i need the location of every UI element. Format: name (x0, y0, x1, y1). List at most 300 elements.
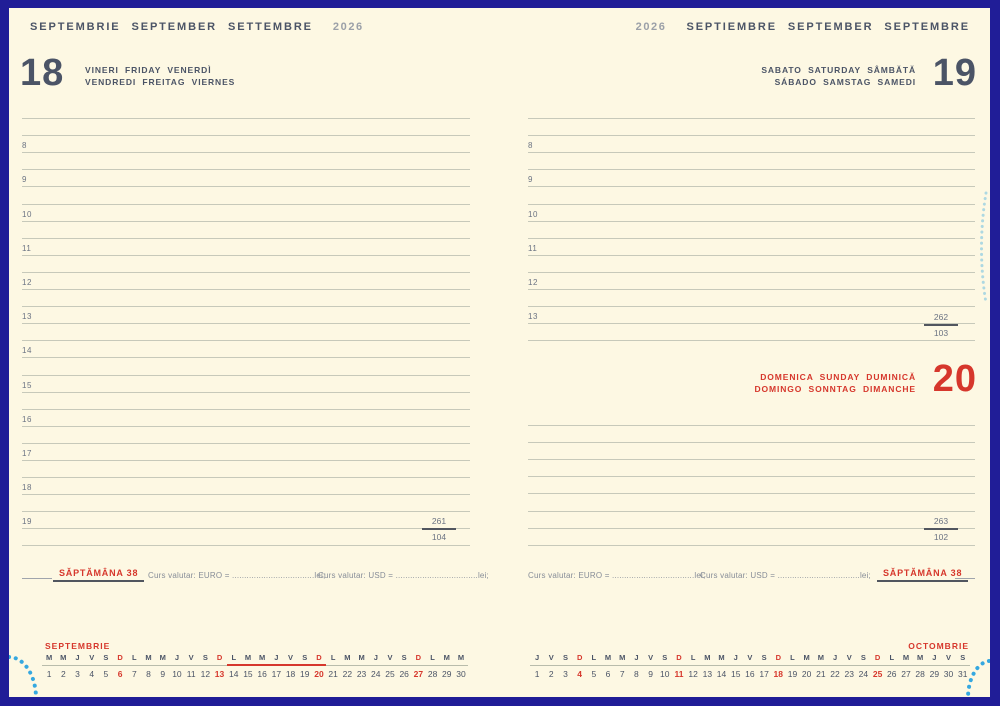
hour-label: 10 (528, 209, 538, 219)
schedule-row (22, 170, 470, 187)
schedule-row (528, 426, 975, 443)
calendar-day-letter: M (354, 653, 368, 666)
calendar-day-number: 14 (229, 669, 239, 679)
calendar-day (198, 653, 212, 679)
calendar-day (56, 653, 70, 679)
calendar-day (785, 653, 799, 679)
calendar-day-letter: V (85, 653, 99, 666)
calendar-day-number: 8 (146, 669, 151, 679)
month-header-left (30, 21, 364, 33)
calendar-day-letter: L (785, 653, 799, 666)
calendar-day (558, 653, 572, 679)
calendar-day-number: 23 (356, 669, 367, 679)
calendar-day-letter: L (686, 653, 700, 666)
schedule-row (528, 187, 975, 204)
calendar-day-letter: M (814, 653, 828, 666)
calendar-day-letter: S (757, 653, 771, 666)
calendar-day (842, 653, 856, 679)
dotted-arc-bottom-right (968, 661, 989, 697)
calendar-day-letter: J (170, 653, 184, 666)
calendar-day-letter: L (227, 653, 241, 666)
mini-calendar-title: OCTOMBRIE (908, 641, 969, 651)
calendar-day-number: 11 (674, 669, 684, 679)
calendar-day (644, 653, 658, 679)
calendar-day (170, 653, 184, 679)
calendar-day-number: 24 (858, 669, 869, 679)
calendar-day-letter: J (629, 653, 643, 666)
calendar-day (369, 653, 383, 679)
schedule-row (528, 529, 975, 546)
calendar-day-number: 3 (563, 669, 568, 679)
schedule-row (22, 102, 470, 119)
mini-calendar-september (42, 641, 468, 679)
calendar-day (927, 653, 941, 679)
calendar-day (658, 653, 672, 679)
calendar-day-letter: M (913, 653, 927, 666)
calendar-day-number: 10 (172, 669, 182, 679)
schedule-row (22, 153, 470, 170)
calendar-day-number: 4 (577, 669, 583, 679)
schedule-row (22, 358, 470, 375)
calendar-day (814, 653, 828, 679)
calendar-day-number: 5 (591, 669, 597, 679)
day-of-year: 262 (933, 312, 949, 322)
hour-label: 18 (22, 483, 32, 493)
calendar-day-number: 13 (702, 669, 713, 679)
schedule-row (22, 187, 470, 204)
month-header-right (636, 21, 970, 33)
calendar-day (530, 653, 544, 679)
schedule-row (22, 205, 470, 222)
calendar-day-number: 6 (117, 669, 123, 679)
calendar-day-number: 21 (816, 669, 826, 679)
calendar-day-number: 11 (186, 669, 196, 679)
currency-euro-right: Curs valutar: EURO = ..................................lei; (528, 571, 706, 580)
calendar-day-letter: S (397, 653, 411, 666)
week-label-left: SĂPTĂMÂNA 38 (53, 568, 144, 582)
calendar-day-letter: V (283, 653, 297, 666)
calendar-day-number: 26 (887, 669, 897, 679)
calendar-day-number: 17 (271, 669, 282, 679)
calendar-day-number: 10 (660, 669, 670, 679)
calendar-day-letter: M (255, 653, 269, 666)
schedule-row (528, 290, 975, 307)
calendar-day (454, 653, 468, 679)
day-counter-saturday (924, 312, 958, 339)
schedule-row (22, 256, 470, 273)
calendar-day-letter: D (312, 653, 326, 666)
calendar-day (587, 653, 601, 679)
calendar-day-number: 23 (844, 669, 854, 679)
schedule-row (528, 409, 975, 426)
calendar-day (397, 653, 411, 679)
calendar-day-number: 25 (872, 669, 883, 679)
calendar-day-letter: M (700, 653, 714, 666)
schedule-row (22, 529, 470, 546)
calendar-day-letter: V (842, 653, 856, 666)
schedule-row (22, 495, 470, 512)
calendar-day-letter: S (658, 653, 672, 666)
schedule-row (528, 273, 975, 290)
calendar-day (127, 653, 141, 679)
day-counter-friday (422, 516, 456, 543)
calendar-day-letter: L (425, 653, 439, 666)
calendar-day (913, 653, 927, 679)
calendar-day-number: 26 (399, 669, 409, 679)
day-number-saturday: 19 (932, 52, 977, 94)
calendar-day-letter: J (828, 653, 842, 666)
calendar-day-letter: M (800, 653, 814, 666)
schedule-row (22, 512, 470, 529)
calendar-day-number: 31 (957, 669, 968, 679)
hour-label: 12 (528, 278, 538, 288)
schedule-row (528, 119, 975, 136)
calendar-day-letter: V (544, 653, 558, 666)
calendar-day-number: 9 (160, 669, 166, 679)
calendar-day-letter: M (241, 653, 255, 666)
calendar-day-number: 29 (442, 669, 452, 679)
month-names-right: SEPTIEMBRE SEPTEMBER SEPTEMBRE (686, 21, 970, 33)
hour-label: 17 (22, 448, 32, 458)
schedule-row (22, 410, 470, 427)
calendar-day-number: 7 (619, 669, 625, 679)
hour-label: 9 (22, 175, 27, 185)
schedule-row (528, 102, 975, 119)
currency-usd-right: Curs valutar: USD = ..................................lei; (700, 571, 871, 580)
calendar-day-number: 19 (300, 669, 310, 679)
day-names-sunday (754, 372, 916, 395)
schedule-saturday (528, 102, 975, 341)
calendar-day-number: 6 (605, 669, 611, 679)
calendar-day-number: 20 (314, 669, 324, 679)
calendar-day (771, 653, 785, 679)
calendar-day (70, 653, 84, 679)
schedule-row (528, 324, 975, 341)
schedule-row (22, 324, 470, 341)
schedule-row (22, 341, 470, 358)
calendar-day-letter: V (743, 653, 757, 666)
calendar-day-letter: V (383, 653, 397, 666)
calendar-day-number: 1 (46, 669, 52, 679)
schedule-sunday (528, 409, 975, 546)
schedule-row (22, 222, 470, 239)
hour-label: 16 (22, 414, 32, 424)
dotted-arc-bottom-left (9, 657, 36, 697)
calendar-day (425, 653, 439, 679)
day-names-sunday-line1: DOMENICA SUNDAY DUMINICĂ (760, 372, 916, 382)
calendar-day-number: 16 (257, 669, 267, 679)
calendar-day-number: 18 (285, 669, 296, 679)
schedule-row (528, 460, 975, 477)
calendar-day (227, 653, 241, 679)
calendar-day-number: 5 (103, 669, 109, 679)
calendar-day-letter: M (899, 653, 913, 666)
schedule-row (528, 205, 975, 222)
calendar-day-number: 1 (534, 669, 540, 679)
hour-label: 13 (528, 312, 538, 322)
currency-euro-left: Curs valutar: EURO = ..................................lei; (148, 571, 326, 580)
calendar-day-number: 13 (214, 669, 225, 679)
calendar-day-letter: V (941, 653, 955, 666)
calendar-day-number: 17 (759, 669, 769, 679)
calendar-day (714, 653, 728, 679)
calendar-day (629, 653, 643, 679)
calendar-day (700, 653, 714, 679)
calendar-day-number: 27 (413, 669, 424, 679)
calendar-day-letter: S (956, 653, 970, 666)
calendar-day-number: 19 (787, 669, 798, 679)
day-counter-sunday (924, 516, 958, 543)
hour-label: 11 (528, 243, 538, 253)
calendar-day (899, 653, 913, 679)
calendar-day (573, 653, 587, 679)
calendar-day-number: 9 (648, 669, 653, 679)
calendar-day (440, 653, 454, 679)
hour-label: 12 (22, 278, 32, 288)
calendar-day-letter: L (326, 653, 340, 666)
dotted-arc-right-edge (982, 193, 987, 303)
calendar-day (729, 653, 743, 679)
calendar-day-letter: D (212, 653, 226, 666)
calendar-day (956, 653, 970, 679)
day-names-friday (85, 65, 235, 88)
calendar-day-number: 24 (371, 669, 381, 679)
calendar-day-number: 28 (915, 669, 925, 679)
calendar-day (544, 653, 558, 679)
week-label-tail-line (955, 578, 975, 579)
calendar-day-letter: M (601, 653, 615, 666)
schedule-row (22, 478, 470, 495)
calendar-day (241, 653, 255, 679)
calendar-day-letter: D (672, 653, 686, 666)
calendar-day (601, 653, 615, 679)
calendar-day-letter: M (141, 653, 155, 666)
week-label-right: SĂPTĂMÂNA 38 (877, 568, 968, 582)
day-names-sunday-line2: DOMINGO SONNTAG DIMANCHE (754, 383, 916, 394)
schedule-row (528, 494, 975, 511)
calendar-day (615, 653, 629, 679)
calendar-day-number: 27 (901, 669, 911, 679)
calendar-day-number: 18 (773, 669, 784, 679)
schedule-row (528, 256, 975, 273)
mini-calendar-october (530, 641, 970, 679)
calendar-day (856, 653, 870, 679)
calendar-day (941, 653, 955, 679)
calendar-day-letter: S (856, 653, 870, 666)
calendar-day-number: 8 (634, 669, 639, 679)
calendar-day-letter: V (644, 653, 658, 666)
currency-usd-left: Curs valutar: USD = ..................................lei; (318, 571, 489, 580)
calendar-day (383, 653, 397, 679)
calendar-day-letter: M (454, 653, 468, 666)
calendar-day-number: 3 (75, 669, 80, 679)
calendar-day (757, 653, 771, 679)
week-label-lead-line (22, 578, 52, 579)
days-remaining: 102 (933, 532, 949, 542)
hour-label: 8 (528, 141, 533, 151)
calendar-day-number: 16 (745, 669, 755, 679)
calendar-day-letter: M (714, 653, 728, 666)
calendar-day-letter: D (771, 653, 785, 666)
schedule-row (22, 393, 470, 410)
mini-calendar-title: SEPTEMBRIE (45, 641, 111, 651)
calendar-day-number: 22 (342, 669, 353, 679)
days-remaining: 104 (431, 532, 447, 542)
hour-label: 9 (528, 175, 533, 185)
calendar-day (255, 653, 269, 679)
diary-page-spread (9, 8, 990, 697)
hour-label: 11 (22, 243, 32, 253)
schedule-friday (22, 102, 470, 546)
calendar-day (885, 653, 899, 679)
calendar-day (85, 653, 99, 679)
schedule-row (22, 444, 470, 461)
schedule-row (528, 222, 975, 239)
calendar-day-number: 15 (243, 669, 253, 679)
calendar-day-letter: V (184, 653, 198, 666)
calendar-day (298, 653, 312, 679)
calendar-day-letter: S (298, 653, 312, 666)
schedule-row (22, 307, 470, 324)
schedule-row (528, 239, 975, 256)
day-names-friday-line1: VINERI FRIDAY VENERDÌ (85, 65, 212, 75)
day-of-year: 261 (431, 516, 447, 526)
counter-divider (924, 324, 958, 326)
calendar-day (871, 653, 885, 679)
calendar-day-number: 20 (801, 669, 812, 679)
calendar-day-letter: L (127, 653, 141, 666)
schedule-row (528, 477, 975, 494)
schedule-row (22, 290, 470, 307)
calendar-day-letter: M (156, 653, 170, 666)
calendar-day (743, 653, 757, 679)
day-names-saturday-line2: SÁBADO SAMSTAG SAMEDI (774, 76, 916, 87)
day-names-friday-line2: VENDREDI FREITAG VIERNES (85, 76, 236, 87)
calendar-day (99, 653, 113, 679)
schedule-row (22, 427, 470, 444)
schedule-row (528, 443, 975, 460)
mini-calendar-days (42, 653, 468, 679)
year-right: 2026 (635, 21, 667, 33)
calendar-day-letter: S (99, 653, 113, 666)
calendar-day (269, 653, 283, 679)
calendar-day (212, 653, 226, 679)
calendar-day-letter: M (615, 653, 629, 666)
calendar-day (312, 653, 326, 679)
calendar-day-number: 12 (200, 669, 211, 679)
counter-divider (924, 528, 958, 530)
calendar-day-number: 28 (427, 669, 438, 679)
calendar-day (672, 653, 686, 679)
mini-calendar-days (530, 653, 970, 679)
calendar-day-number: 25 (385, 669, 395, 679)
schedule-row (22, 136, 470, 153)
calendar-day-number: 22 (830, 669, 840, 679)
calendar-day-letter: J (530, 653, 544, 666)
day-names-saturday-line1: SABATO SATURDAY SÂMBĂTĂ (761, 65, 916, 75)
calendar-day (42, 653, 56, 679)
calendar-day-letter: J (269, 653, 283, 666)
calendar-day (686, 653, 700, 679)
schedule-row (528, 153, 975, 170)
calendar-day-letter: S (558, 653, 572, 666)
calendar-day (828, 653, 842, 679)
month-names-left: SEPTEMBRIE SEPTEMBER SETTEMBRE (30, 21, 313, 33)
hour-label: 8 (22, 141, 27, 151)
schedule-row (528, 136, 975, 153)
calendar-day-letter: J (70, 653, 84, 666)
calendar-day-letter: L (587, 653, 601, 666)
calendar-day-number: 2 (60, 669, 66, 679)
calendar-day-letter: M (440, 653, 454, 666)
calendar-day-number: 30 (456, 669, 466, 679)
calendar-day (184, 653, 198, 679)
days-remaining: 103 (933, 328, 949, 338)
calendar-day-letter: D (411, 653, 425, 666)
calendar-day-number: 29 (929, 669, 940, 679)
calendar-day (141, 653, 155, 679)
schedule-row (22, 376, 470, 393)
calendar-day (411, 653, 425, 679)
calendar-day-letter: S (198, 653, 212, 666)
calendar-day-letter: J (729, 653, 743, 666)
schedule-row (528, 307, 975, 324)
calendar-day-letter: L (885, 653, 899, 666)
calendar-day (283, 653, 297, 679)
schedule-row (528, 512, 975, 529)
schedule-row (22, 461, 470, 478)
calendar-day (156, 653, 170, 679)
day-number-sunday: 20 (932, 358, 977, 400)
calendar-day-letter: M (340, 653, 354, 666)
hour-label: 19 (22, 517, 32, 527)
calendar-day-number: 14 (716, 669, 727, 679)
day-number-friday: 18 (20, 52, 65, 94)
year-left: 2026 (332, 21, 364, 33)
calendar-day-number: 2 (548, 669, 554, 679)
hour-label: 15 (22, 380, 32, 390)
schedule-row (528, 170, 975, 187)
calendar-day-letter: M (56, 653, 70, 666)
counter-divider (422, 528, 456, 530)
calendar-day-number: 4 (89, 669, 95, 679)
calendar-day-number: 15 (730, 669, 741, 679)
day-names-saturday (761, 65, 916, 88)
calendar-day (113, 653, 127, 679)
calendar-day-number: 21 (328, 669, 338, 679)
calendar-day-letter: D (113, 653, 127, 666)
calendar-day (800, 653, 814, 679)
calendar-day-letter: J (927, 653, 941, 666)
calendar-day (354, 653, 368, 679)
calendar-day (340, 653, 354, 679)
schedule-row (22, 119, 470, 136)
day-of-year: 263 (933, 516, 949, 526)
calendar-day-letter: M (42, 653, 56, 666)
hour-label: 14 (22, 346, 32, 356)
calendar-day-number: 30 (943, 669, 954, 679)
schedule-row (22, 273, 470, 290)
calendar-day (326, 653, 340, 679)
calendar-day-number: 12 (688, 669, 698, 679)
calendar-day-letter: D (871, 653, 885, 666)
calendar-day-letter: D (573, 653, 587, 666)
schedule-row (22, 239, 470, 256)
calendar-day-number: 7 (131, 669, 137, 679)
hour-label: 10 (22, 209, 32, 219)
calendar-day-letter: J (369, 653, 383, 666)
hour-label: 13 (22, 312, 32, 322)
